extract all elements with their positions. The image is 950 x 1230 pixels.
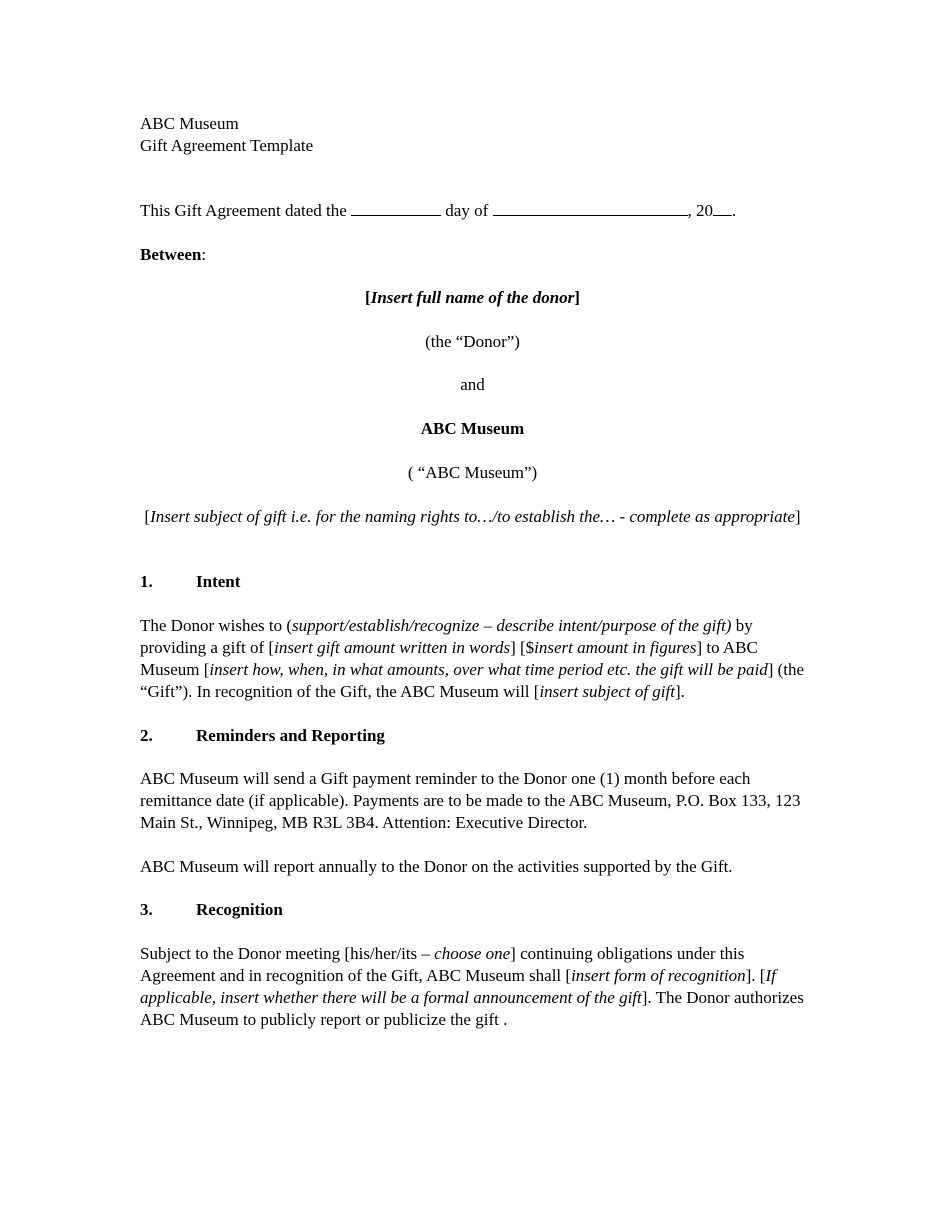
between-label: Between [140, 245, 202, 264]
section-2-number: 2. [140, 726, 153, 745]
section-1-title: Intent [196, 572, 241, 591]
and-text: and [460, 375, 485, 394]
intent-text-4: ] to ABC Museum [ [140, 638, 758, 679]
month-blank [493, 200, 688, 216]
document-header [140, 113, 805, 157]
section-2-title: Reminders and Reporting [196, 726, 385, 745]
between-line [140, 244, 805, 266]
section-1-heading [140, 571, 805, 593]
dated-end: . [732, 201, 737, 220]
subject-open-bracket: [ [144, 507, 151, 526]
donor-open-bracket: [ [365, 288, 371, 307]
museum-alias: ( “ABC Museum”) [407, 463, 538, 482]
section-3-number: 3. [140, 900, 153, 919]
recognition-text-4: ]. The Donor authorizes ABC Museum to publicly report or publicize the gift . [140, 988, 804, 1029]
section-3-heading [140, 899, 805, 921]
section-3-paragraph [140, 943, 805, 1031]
intent-placeholder-subject: insert subject of gift [539, 682, 675, 701]
intent-text-1: The Donor wishes to ( [140, 616, 293, 635]
intent-text-6: ]. [674, 682, 685, 701]
donor-placeholder: Insert full name of the donor [370, 288, 575, 307]
donor-alias: (the “Donor”) [425, 332, 520, 351]
section-1-paragraph [140, 615, 805, 703]
recognition-text-2: ] continuing obligations under this Agreement and in recognition of the Gift, ABC Museum shall [ [140, 944, 745, 985]
recognition-text-1: Subject to the Donor meeting [his/her/its – [140, 944, 435, 963]
donor-close-bracket: ] [574, 288, 580, 307]
recognition-placeholder-form: insert form of recognition [571, 966, 746, 985]
between-colon: : [201, 245, 207, 264]
intent-placeholder-purpose: support/establish/recognize – describe intent/purpose of the gift) [292, 616, 732, 635]
year-blank [713, 200, 732, 216]
intent-placeholder-amount-figures: insert amount in figures [534, 638, 697, 657]
section-1-number: 1. [140, 572, 153, 591]
intent-text-3: ] [$ [510, 638, 535, 657]
dated-prefix: This Gift Agreement dated the [140, 201, 352, 220]
recognition-placeholder-announcement: If applicable, insert whether there will be a formal announcement of the gift [140, 966, 776, 1007]
dated-line [140, 200, 805, 222]
dated-mid: day of [441, 201, 493, 220]
doc-title: Gift Agreement Template [140, 136, 314, 155]
org-name: ABC Museum [140, 114, 239, 133]
section-2-paragraph-2: ABC Museum will report annually to the Donor on the activities supported by the Gift. [140, 857, 733, 876]
section-2-heading [140, 725, 805, 747]
section-3-title: Recognition [196, 900, 283, 919]
subject-text: Insert subject of gift i.e. for the naming rights to…/to establish the… - complete as appropriate [150, 507, 795, 526]
museum-name: ABC Museum [420, 419, 525, 438]
intent-placeholder-payment-terms: insert how, when, in what amounts, over what time period etc. the gift will be paid [209, 660, 768, 679]
intent-text-5: ] (the “Gift”). In recognition of the Gift, the ABC Museum will [ [140, 660, 805, 701]
donor-name-line [140, 287, 805, 309]
subject-close-bracket: ] [794, 507, 801, 526]
section-2-paragraph-1: ABC Museum will send a Gift payment reminder to the Donor one (1) month before each remittance date (if applicable). Payments are to be made to the ABC Museum, P.O. Box 133, 123 Main St., Winnipeg, MB R3L 3B4. Attention: Executive Director. [140, 769, 801, 832]
subject-line [140, 506, 805, 528]
recognition-placeholder-pronoun: choose one [434, 944, 511, 963]
document-body [140, 113, 805, 1031]
year-prefix: , 20 [687, 201, 713, 220]
day-blank [351, 200, 441, 216]
recognition-text-3: ]. [ [745, 966, 766, 985]
intent-placeholder-amount-words: insert gift amount written in words [274, 638, 511, 657]
intent-text-2: by providing a gift of [ [140, 616, 753, 657]
